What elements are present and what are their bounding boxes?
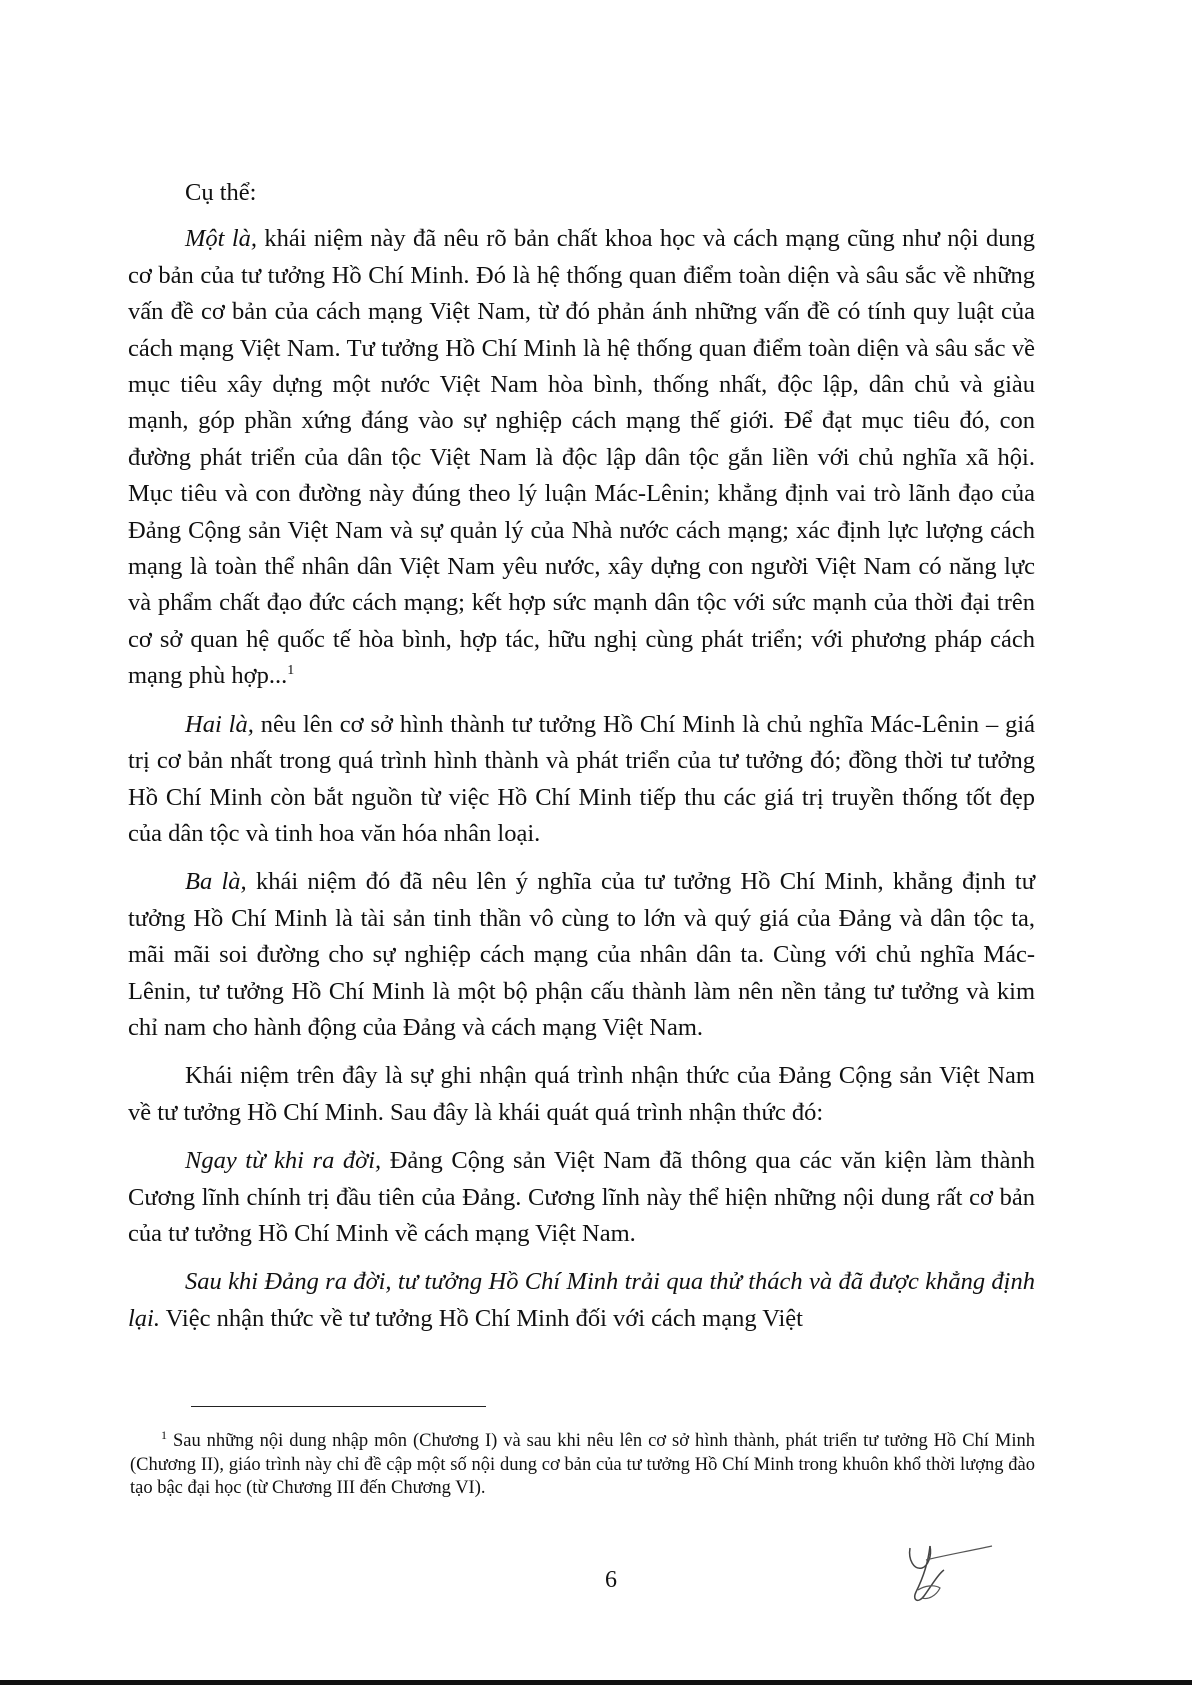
paragraph-lead: Sau khi Đảng ra đời, tư tưởng Hồ Chí Minh trải qua thử thách và đã được khẳng định lại. [128,1268,1035,1332]
paragraph-lead: Ba là, [185,868,247,896]
footnote-marker: 1 [161,1427,167,1442]
paragraph-three [128,864,1035,1046]
paragraph-two [128,707,1035,853]
paragraph-text: nêu lên cơ sở hình thành tư tưởng Hồ Chí Minh là chủ nghĩa Mác-Lênin – giá trị cơ bản nhất trong quá trình hình thành và phát triển của tư tưởng đó; đồng thời tư tưởng Hồ Chí Minh còn bắt nguồn từ việc Hồ Chí Minh tiếp thu các giá trị truyền thống tốt đẹp của dân tộc và tinh hoa văn hóa nhân loại. [128,710,1036,847]
paragraph-lead: Một là, [185,225,258,253]
paragraph-text: Việc nhận thức về tư tưởng Hồ Chí Minh đối với cách mạng Việt [160,1304,803,1332]
paragraph-five [128,1143,1035,1252]
scan-border [0,1680,1192,1685]
page-number: 6 [605,1567,617,1593]
paragraph-four [128,1058,1035,1131]
paragraph-text: Khái niệm trên đây là sự ghi nhận quá trình nhận thức của Đảng Cộng sản Việt Nam về tư tưởng Hồ Chí Minh. Sau đây là khái quát quá trình nhận thức đó: [128,1062,1035,1126]
intro-heading: Cụ thể: [185,179,257,206]
paragraph-text: khái niệm này đã nêu rõ bản chất khoa học và cách mạng cũng như nội dung cơ bản của tư tưởng Hồ Chí Minh. Đó là hệ thống quan điểm toàn diện và sâu sắc về những vấn đề cơ bản của cách mạng Việt Nam, từ đó phản ánh những vấn đề có tính quy luật của cách mạng Việt Nam. Tư tưởng Hồ Chí Minh là hệ thống quan điểm toàn diện và sâu sắc về mục tiêu xây dựng một nước Việt Nam hòa bình, thống nhất, độc lập, dân chủ và giàu mạnh, góp phần xứng đáng vào sự nghiệp cách mạng thế giới. Để đạt mục tiêu đó, con đường phát triển của dân tộc Việt Nam là độc lập dân tộc gắn liền với chủ nghĩa xã hội. Mục tiêu và con đường này đúng theo lý luận Mác-Lênin; khẳng định vai trò lãnh đạo của Đảng Cộng sản Việt Nam và sự quản lý của Nhà nước cách mạng; xác định lực lượng cách mạng là toàn thể nhân dân Việt Nam yêu nước, xây dựng con người Việt Nam có năng lực và phẩm chất đạo đức cách mạng; kết hợp sức mạnh dân tộc với sức mạnh của thời đại trên cơ sở quan hệ quốc tế hòa bình, hợp tác, hữu nghị cùng phát triển; với phương pháp cách mạng phù hợp... [128,225,1035,690]
footnote-text: Sau những nội dung nhập môn (Chương I) và sau khi nêu lên cơ sở hình thành, phát triển tư tưởng Hồ Chí Minh (Chương II), giáo trình này chỉ đề cập một số nội dung cơ bản của tư tưởng Hồ Chí Minh trong khuôn khổ thời lượng đào tạo bậc đại học (từ Chương III đến Chương VI). [130,1431,1035,1498]
paragraph-text: khái niệm đó đã nêu lên ý nghĩa của tư tưởng Hồ Chí Minh, khẳng định tư tưởng Hồ Chí Minh là tài sản tinh thần vô cùng to lớn và quý giá của Đảng và dân tộc ta, mãi mãi soi đường cho sự nghiệp cách mạng của nhân dân ta. Cùng với chủ nghĩa Mác-Lênin, tư tưởng Hồ Chí Minh là một bộ phận cấu thành làm nên nền tảng tư tưởng và kim chỉ nam cho hành động của Đảng và cách mạng Việt Nam. [128,868,1035,1041]
paragraph-text: Đảng Cộng sản Việt Nam đã thông qua các văn kiện làm thành Cương lĩnh chính trị đầu tiên của Đảng. Cương lĩnh này thể hiện những nội dung rất cơ bản của tư tưởng Hồ Chí Minh về cách mạng Việt Nam. [128,1147,1035,1247]
paragraph-six [128,1264,1035,1337]
footnote-ref: 1 [287,663,295,679]
paragraph-lead: Hai là, [185,710,254,738]
footnote-divider [191,1406,486,1407]
footnote [130,1427,1035,1501]
paragraph-lead: Ngay từ khi ra đời, [185,1147,382,1175]
paragraph-one [128,221,1035,694]
body-text [128,175,1035,1349]
signature-icon [888,1530,998,1620]
